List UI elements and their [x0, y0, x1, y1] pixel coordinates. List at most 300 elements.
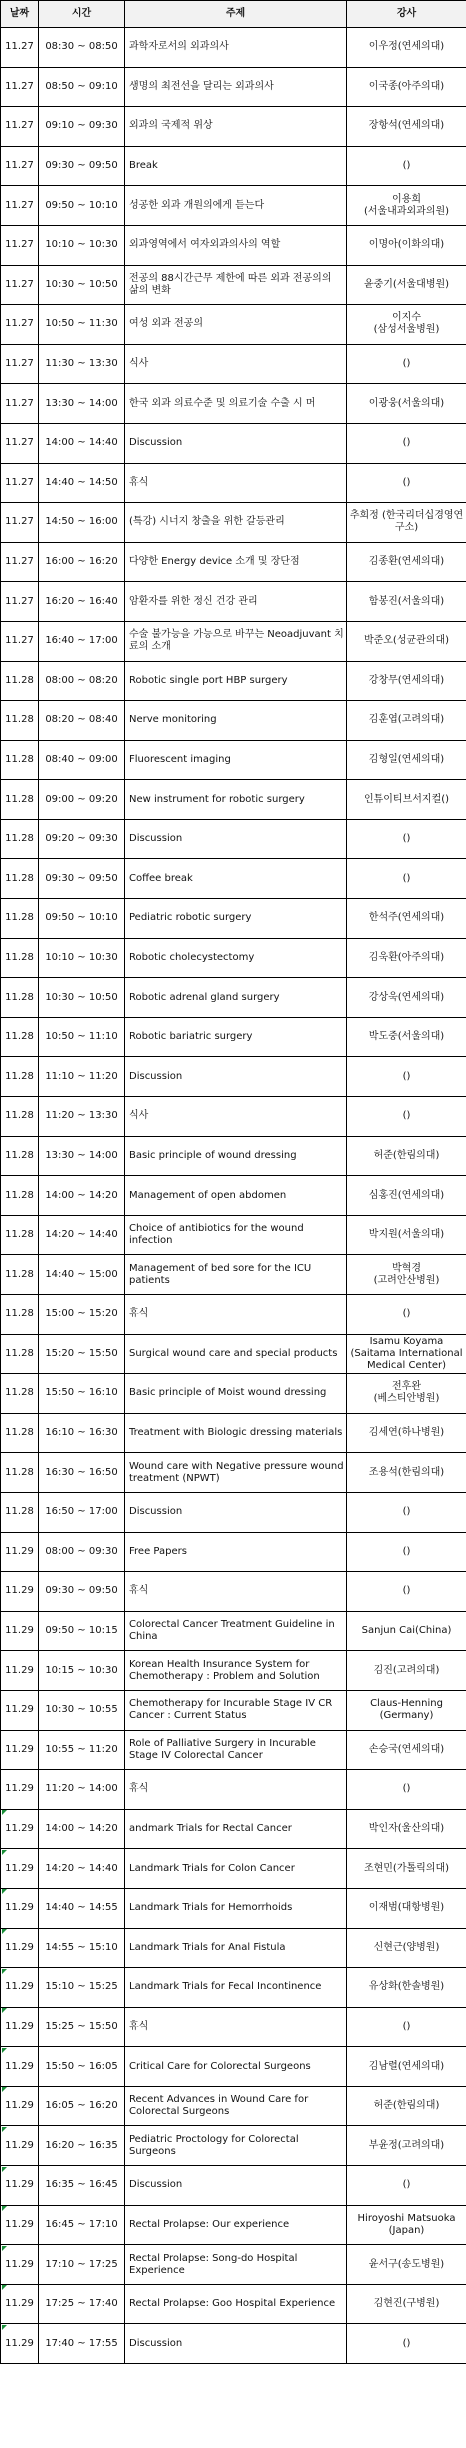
- row-speaker: 장항석(연세의대): [347, 107, 466, 147]
- row-speaker: Isamu Koyama (Saitama International Medical Center): [347, 1334, 466, 1374]
- table-row: [1, 1255, 466, 1295]
- table-row: [1, 67, 466, 107]
- row-time: 08:50 ~ 09:10: [39, 67, 125, 107]
- row-date: 11.27: [1, 582, 39, 622]
- row-time: 16:10 ~ 16:30: [39, 1413, 125, 1453]
- table-row: [1, 344, 466, 384]
- comment-marker-icon: [2, 1889, 7, 1894]
- row-time: 15:50 ~ 16:10: [39, 1374, 125, 1414]
- table-row: [1, 621, 466, 661]
- row-speaker: 함봉진(서울의대): [347, 582, 466, 622]
- row-speaker: 이광웅(서울의대): [347, 384, 466, 424]
- comment-marker-icon: [2, 2285, 7, 2290]
- row-time: 10:50 ~ 11:30: [39, 305, 125, 345]
- row-topic: Pediatric Proctology for Colorectal Surgeons: [125, 2126, 347, 2166]
- table-row: [1, 186, 466, 226]
- row-speaker: 박인자(울산의대): [347, 1809, 466, 1849]
- row-time: 10:55 ~ 11:20: [39, 1730, 125, 1770]
- row-speaker: (): [347, 1097, 466, 1137]
- row-time: 09:50 ~ 10:10: [39, 899, 125, 939]
- row-speaker: 신현근(양병원): [347, 1928, 466, 1968]
- row-time: 09:10 ~ 09:30: [39, 107, 125, 147]
- comment-marker-icon: [2, 2246, 7, 2251]
- row-topic: Rectal Prolapse: Goo Hospital Experience: [125, 2284, 347, 2324]
- row-date: 11.28: [1, 1492, 39, 1532]
- row-topic: Critical Care for Colorectal Surgeons: [125, 2047, 347, 2087]
- row-speaker: (): [347, 819, 466, 859]
- row-time: 15:00 ~ 15:20: [39, 1295, 125, 1335]
- row-topic: 암환자를 위한 정신 건강 관리: [125, 582, 347, 622]
- comment-marker-icon: [2, 2206, 7, 2211]
- row-time: 10:30 ~ 10:50: [39, 265, 125, 305]
- table-row: [1, 107, 466, 147]
- row-speaker: (): [347, 2166, 466, 2206]
- table-row: [1, 1334, 466, 1374]
- row-date: 11.28: [1, 740, 39, 780]
- row-time: 15:10 ~ 15:25: [39, 1968, 125, 2008]
- row-topic: Chemotherapy for Incurable Stage IV CR Cancer : Current Status: [125, 1690, 347, 1730]
- header-date: 날짜: [1, 1, 39, 28]
- row-speaker: (): [347, 1572, 466, 1612]
- row-topic: 다양한 Energy device 소개 및 장단점: [125, 542, 347, 582]
- row-date: 11.28: [1, 780, 39, 820]
- row-date: 11.27: [1, 265, 39, 305]
- row-speaker: 이용희 (서울내과외과의원): [347, 186, 466, 226]
- row-topic: Landmark Trials for Hemorrhoids: [125, 1888, 347, 1928]
- row-time: 17:40 ~ 17:55: [39, 2324, 125, 2364]
- table-row: [1, 1888, 466, 1928]
- header-topic: 주제: [125, 1, 347, 28]
- table-row: [1, 1809, 466, 1849]
- row-topic: Basic principle of Moist wound dressing: [125, 1374, 347, 1414]
- row-time: 08:00 ~ 08:20: [39, 661, 125, 701]
- table-row: [1, 1532, 466, 1572]
- comment-marker-icon: [2, 2008, 7, 2013]
- table-row: [1, 1968, 466, 2008]
- row-speaker: 손승국(연세의대): [347, 1730, 466, 1770]
- row-speaker: (): [347, 859, 466, 899]
- row-topic: Discussion: [125, 2166, 347, 2206]
- row-time: 14:55 ~ 15:10: [39, 1928, 125, 1968]
- table-row: [1, 1730, 466, 1770]
- row-date: 11.27: [1, 542, 39, 582]
- row-speaker: 김남렬(연세의대): [347, 2047, 466, 2087]
- row-date: 11.29: [1, 2007, 39, 2047]
- table-row: [1, 1413, 466, 1453]
- row-speaker: 인튜이티브서지컬(): [347, 780, 466, 820]
- row-time: 14:00 ~ 14:40: [39, 423, 125, 463]
- table-row: [1, 423, 466, 463]
- table-row: [1, 938, 466, 978]
- row-time: 16:00 ~ 16:20: [39, 542, 125, 582]
- row-date: 11.28: [1, 1295, 39, 1335]
- row-topic: Discussion: [125, 2324, 347, 2364]
- row-topic: Free Papers: [125, 1532, 347, 1572]
- row-speaker: 조현민(가톨릭의대): [347, 1849, 466, 1889]
- row-topic: 전공의 88시간근무 제한에 따른 외과 전공의의 삶의 변화: [125, 265, 347, 305]
- table-row: [1, 661, 466, 701]
- schedule-body: [1, 28, 466, 2364]
- row-topic: Break: [125, 146, 347, 186]
- row-topic: Korean Health Insurance System for Chemotherapy : Problem and Solution: [125, 1651, 347, 1691]
- row-topic: Basic principle of wound dressing: [125, 1136, 347, 1176]
- row-speaker: 박준오(성균관의대): [347, 621, 466, 661]
- row-speaker: 이명아(이화의대): [347, 225, 466, 265]
- row-time: 15:20 ~ 15:50: [39, 1334, 125, 1374]
- row-topic: 과학자로서의 외과의사: [125, 28, 347, 68]
- table-row: [1, 28, 466, 68]
- header-speaker: 강사: [347, 1, 466, 28]
- row-date: 11.28: [1, 1453, 39, 1493]
- row-speaker: 이국종(아주의대): [347, 67, 466, 107]
- row-date: 11.29: [1, 2047, 39, 2087]
- row-topic: Coffee break: [125, 859, 347, 899]
- row-topic: Landmark Trials for Anal Fistula: [125, 1928, 347, 1968]
- row-topic: 휴식: [125, 463, 347, 503]
- row-time: 16:50 ~ 17:00: [39, 1492, 125, 1532]
- row-topic: 생명의 최전선을 달리는 외과의사: [125, 67, 347, 107]
- row-time: 14:40 ~ 15:00: [39, 1255, 125, 1295]
- row-speaker: (): [347, 1057, 466, 1097]
- row-date: 11.27: [1, 463, 39, 503]
- table-row: [1, 384, 466, 424]
- row-topic: Robotic bariatric surgery: [125, 1017, 347, 1057]
- row-topic: Discussion: [125, 1492, 347, 1532]
- row-topic: Role of Palliative Surgery in Incurable Stage IV Colorectal Cancer: [125, 1730, 347, 1770]
- table-row: [1, 1492, 466, 1532]
- row-time: 16:35 ~ 16:45: [39, 2166, 125, 2206]
- row-time: 15:25 ~ 15:50: [39, 2007, 125, 2047]
- row-speaker: (): [347, 463, 466, 503]
- table-row: [1, 2126, 466, 2166]
- row-date: 11.29: [1, 1928, 39, 1968]
- table-row: [1, 265, 466, 305]
- row-date: 11.27: [1, 621, 39, 661]
- row-topic: 외과영역에서 여자외과의사의 역할: [125, 225, 347, 265]
- row-time: 14:50 ~ 16:00: [39, 503, 125, 543]
- row-speaker: 강상욱(연세의대): [347, 978, 466, 1018]
- row-speaker: 박도중(서울의대): [347, 1017, 466, 1057]
- table-row: [1, 1097, 466, 1137]
- table-row: [1, 582, 466, 622]
- row-time: 16:30 ~ 16:50: [39, 1453, 125, 1493]
- row-topic: 식사: [125, 1097, 347, 1137]
- row-speaker: 이지수 (삼성서울병원): [347, 305, 466, 345]
- row-time: 16:05 ~ 16:20: [39, 2086, 125, 2126]
- row-date: 11.27: [1, 225, 39, 265]
- row-date: 11.29: [1, 1730, 39, 1770]
- row-speaker: Sanjun Cai(China): [347, 1611, 466, 1651]
- row-time: 14:40 ~ 14:50: [39, 463, 125, 503]
- row-speaker: 윤서구(송도병원): [347, 2245, 466, 2285]
- row-time: 17:10 ~ 17:25: [39, 2245, 125, 2285]
- row-topic: (특강) 시너지 창출을 위한 갈등관리: [125, 503, 347, 543]
- row-speaker: 강창무(연세의대): [347, 661, 466, 701]
- row-date: 11.29: [1, 1809, 39, 1849]
- row-date: 11.28: [1, 819, 39, 859]
- row-time: 08:30 ~ 08:50: [39, 28, 125, 68]
- row-topic: Choice of antibiotics for the wound infection: [125, 1215, 347, 1255]
- row-topic: Discussion: [125, 423, 347, 463]
- table-row: [1, 225, 466, 265]
- table-row: [1, 2007, 466, 2047]
- row-time: 14:00 ~ 14:20: [39, 1809, 125, 1849]
- row-date: 11.29: [1, 1849, 39, 1889]
- row-topic: Management of bed sore for the ICU patients: [125, 1255, 347, 1295]
- table-row: [1, 1136, 466, 1176]
- row-date: 11.27: [1, 503, 39, 543]
- table-row: [1, 503, 466, 543]
- row-speaker: 박혁경 (고려안산병원): [347, 1255, 466, 1295]
- row-date: 11.27: [1, 384, 39, 424]
- row-date: 11.27: [1, 186, 39, 226]
- row-speaker: 추희정 (한국리더십경영연구소): [347, 503, 466, 543]
- row-speaker: (): [347, 2324, 466, 2364]
- row-topic: Pediatric robotic surgery: [125, 899, 347, 939]
- row-speaker: 허준(한림의대): [347, 1136, 466, 1176]
- row-time: 14:20 ~ 14:40: [39, 1849, 125, 1889]
- table-row: [1, 2166, 466, 2206]
- row-topic: Management of open abdomen: [125, 1176, 347, 1216]
- comment-marker-icon: [2, 2087, 7, 2092]
- table-row: [1, 305, 466, 345]
- row-date: 11.28: [1, 859, 39, 899]
- row-date: 11.27: [1, 146, 39, 186]
- header-time: 시간: [39, 1, 125, 28]
- row-date: 11.28: [1, 1374, 39, 1414]
- table-row: [1, 701, 466, 741]
- row-date: 11.29: [1, 1968, 39, 2008]
- table-row: [1, 2324, 466, 2364]
- row-date: 11.29: [1, 1532, 39, 1572]
- row-topic: Nerve monitoring: [125, 701, 347, 741]
- row-speaker: 이우정(연세의대): [347, 28, 466, 68]
- row-date: 11.28: [1, 1017, 39, 1057]
- row-date: 11.29: [1, 2284, 39, 2324]
- row-topic: 여성 외과 전공의: [125, 305, 347, 345]
- comment-marker-icon: [2, 2167, 7, 2172]
- row-date: 11.29: [1, 2126, 39, 2166]
- row-date: 11.29: [1, 1888, 39, 1928]
- row-speaker: (): [347, 1295, 466, 1335]
- row-date: 11.27: [1, 344, 39, 384]
- row-speaker: (): [347, 344, 466, 384]
- row-speaker: 부윤정(고려의대): [347, 2126, 466, 2166]
- row-speaker: 조용석(한림의대): [347, 1453, 466, 1493]
- row-time: 10:10 ~ 10:30: [39, 225, 125, 265]
- row-speaker: (): [347, 146, 466, 186]
- comment-marker-icon: [2, 1929, 7, 1934]
- row-topic: 식사: [125, 344, 347, 384]
- row-time: 10:10 ~ 10:30: [39, 938, 125, 978]
- header-row: [1, 1, 466, 28]
- row-time: 16:20 ~ 16:40: [39, 582, 125, 622]
- row-date: 11.28: [1, 1334, 39, 1374]
- row-time: 17:25 ~ 17:40: [39, 2284, 125, 2324]
- row-date: 11.29: [1, 1690, 39, 1730]
- row-date: 11.28: [1, 899, 39, 939]
- row-topic: Landmark Trials for Fecal Incontinence: [125, 1968, 347, 2008]
- table-row: [1, 1770, 466, 1810]
- row-topic: Rectal Prolapse: Our experience: [125, 2205, 347, 2245]
- row-speaker: 김종환(연세의대): [347, 542, 466, 582]
- row-speaker: 심홍진(연세의대): [347, 1176, 466, 1216]
- table-row: [1, 859, 466, 899]
- row-time: 14:00 ~ 14:20: [39, 1176, 125, 1216]
- table-row: [1, 542, 466, 582]
- row-time: 09:20 ~ 09:30: [39, 819, 125, 859]
- row-topic: Wound care with Negative pressure wound treatment (NPWT): [125, 1453, 347, 1493]
- row-topic: andmark Trials for Rectal Cancer: [125, 1809, 347, 1849]
- table-row: [1, 1017, 466, 1057]
- row-topic: Robotic single port HBP surgery: [125, 661, 347, 701]
- comment-marker-icon: [2, 1850, 7, 1855]
- row-time: 09:50 ~ 10:10: [39, 186, 125, 226]
- comment-marker-icon: [2, 2048, 7, 2053]
- row-date: 11.28: [1, 1057, 39, 1097]
- row-time: 16:20 ~ 16:35: [39, 2126, 125, 2166]
- row-topic: Treatment with Biologic dressing materials: [125, 1413, 347, 1453]
- row-topic: Robotic cholecystectomy: [125, 938, 347, 978]
- row-speaker: 김진(고려의대): [347, 1651, 466, 1691]
- row-time: 16:45 ~ 17:10: [39, 2205, 125, 2245]
- row-topic: 휴식: [125, 1770, 347, 1810]
- row-time: 09:30 ~ 09:50: [39, 859, 125, 899]
- row-date: 11.27: [1, 28, 39, 68]
- row-time: 11:30 ~ 13:30: [39, 344, 125, 384]
- comment-marker-icon: [2, 2325, 7, 2330]
- row-date: 11.27: [1, 107, 39, 147]
- row-time: 11:20 ~ 14:00: [39, 1770, 125, 1810]
- row-time: 16:40 ~ 17:00: [39, 621, 125, 661]
- row-speaker: (): [347, 423, 466, 463]
- comment-marker-icon: [2, 2127, 7, 2132]
- row-speaker: 김세연(하나병원): [347, 1413, 466, 1453]
- row-topic: 휴식: [125, 1295, 347, 1335]
- row-topic: 휴식: [125, 1572, 347, 1612]
- row-time: 09:50 ~ 10:15: [39, 1611, 125, 1651]
- row-topic: Colorectal Cancer Treatment Guideline in China: [125, 1611, 347, 1651]
- row-topic: New instrument for robotic surgery: [125, 780, 347, 820]
- row-topic: Surgical wound care and special products: [125, 1334, 347, 1374]
- table-row: [1, 780, 466, 820]
- row-speaker: Claus-Henning (Germany): [347, 1690, 466, 1730]
- row-date: 11.29: [1, 2086, 39, 2126]
- row-time: 08:00 ~ 09:30: [39, 1532, 125, 1572]
- table-row: [1, 2284, 466, 2324]
- comment-marker-icon: [2, 1969, 7, 1974]
- row-time: 10:15 ~ 10:30: [39, 1651, 125, 1691]
- table-row: [1, 2086, 466, 2126]
- row-date: 11.28: [1, 1136, 39, 1176]
- table-row: [1, 1295, 466, 1335]
- row-date: 11.28: [1, 1215, 39, 1255]
- table-row: [1, 1215, 466, 1255]
- row-date: 11.28: [1, 1413, 39, 1453]
- row-date: 11.29: [1, 1572, 39, 1612]
- row-speaker: 전후완 (베스티안병원): [347, 1374, 466, 1414]
- row-time: 11:20 ~ 13:30: [39, 1097, 125, 1137]
- row-date: 11.28: [1, 661, 39, 701]
- table-row: [1, 1572, 466, 1612]
- row-time: 13:30 ~ 14:00: [39, 384, 125, 424]
- table-row: [1, 2205, 466, 2245]
- row-date: 11.27: [1, 67, 39, 107]
- row-date: 11.28: [1, 978, 39, 1018]
- table-row: [1, 1928, 466, 1968]
- table-row: [1, 1690, 466, 1730]
- table-row: [1, 740, 466, 780]
- row-speaker: 허준(한림의대): [347, 2086, 466, 2126]
- row-speaker: 한석주(연세의대): [347, 899, 466, 939]
- row-time: 14:40 ~ 14:55: [39, 1888, 125, 1928]
- row-time: 15:50 ~ 16:05: [39, 2047, 125, 2087]
- table-row: [1, 1176, 466, 1216]
- table-row: [1, 1453, 466, 1493]
- table-row: [1, 1057, 466, 1097]
- row-date: 11.29: [1, 2324, 39, 2364]
- row-date: 11.29: [1, 1611, 39, 1651]
- table-row: [1, 146, 466, 186]
- row-topic: 성공한 외과 개원의에게 듣는다: [125, 186, 347, 226]
- row-date: 11.28: [1, 1097, 39, 1137]
- table-row: [1, 1849, 466, 1889]
- row-speaker: (): [347, 2007, 466, 2047]
- row-date: 11.29: [1, 2166, 39, 2206]
- row-speaker: (): [347, 1532, 466, 1572]
- table-row: [1, 2245, 466, 2285]
- row-topic: Recent Advances in Wound Care for Colorectal Surgeons: [125, 2086, 347, 2126]
- row-speaker: Hiroyoshi Matsuoka (Japan): [347, 2205, 466, 2245]
- row-speaker: (): [347, 1492, 466, 1532]
- row-date: 11.28: [1, 938, 39, 978]
- row-time: 11:10 ~ 11:20: [39, 1057, 125, 1097]
- row-speaker: 김현진(구병원): [347, 2284, 466, 2324]
- row-topic: 외과의 국제적 위상: [125, 107, 347, 147]
- row-date: 11.29: [1, 2245, 39, 2285]
- table-row: [1, 2047, 466, 2087]
- row-date: 11.27: [1, 305, 39, 345]
- row-speaker: 유상화(한솔병원): [347, 1968, 466, 2008]
- row-speaker: 김훈엽(고려의대): [347, 701, 466, 741]
- comment-marker-icon: [2, 1810, 7, 1815]
- row-date: 11.27: [1, 423, 39, 463]
- row-topic: Rectal Prolapse: Song-do Hospital Experience: [125, 2245, 347, 2285]
- row-speaker: (): [347, 1770, 466, 1810]
- row-date: 11.28: [1, 1176, 39, 1216]
- row-topic: Fluorescent imaging: [125, 740, 347, 780]
- row-time: 10:50 ~ 11:10: [39, 1017, 125, 1057]
- table-row: [1, 1651, 466, 1691]
- row-time: 14:20 ~ 14:40: [39, 1215, 125, 1255]
- row-time: 08:20 ~ 08:40: [39, 701, 125, 741]
- table-row: [1, 819, 466, 859]
- row-topic: 한국 외과 의료수준 및 의료기술 수출 시 머: [125, 384, 347, 424]
- row-topic: Discussion: [125, 1057, 347, 1097]
- table-row: [1, 463, 466, 503]
- row-topic: Robotic adrenal gland surgery: [125, 978, 347, 1018]
- row-time: 09:30 ~ 09:50: [39, 146, 125, 186]
- row-topic: 수술 불가능을 가능으로 바꾸는 Neoadjuvant 치료의 소개: [125, 621, 347, 661]
- row-topic: 휴식: [125, 2007, 347, 2047]
- row-time: 10:30 ~ 10:50: [39, 978, 125, 1018]
- row-time: 10:30 ~ 10:55: [39, 1690, 125, 1730]
- row-time: 13:30 ~ 14:00: [39, 1136, 125, 1176]
- row-speaker: 김욱환(아주의대): [347, 938, 466, 978]
- row-time: 08:40 ~ 09:00: [39, 740, 125, 780]
- row-date: 11.28: [1, 1255, 39, 1295]
- row-speaker: 김형일(연세의대): [347, 740, 466, 780]
